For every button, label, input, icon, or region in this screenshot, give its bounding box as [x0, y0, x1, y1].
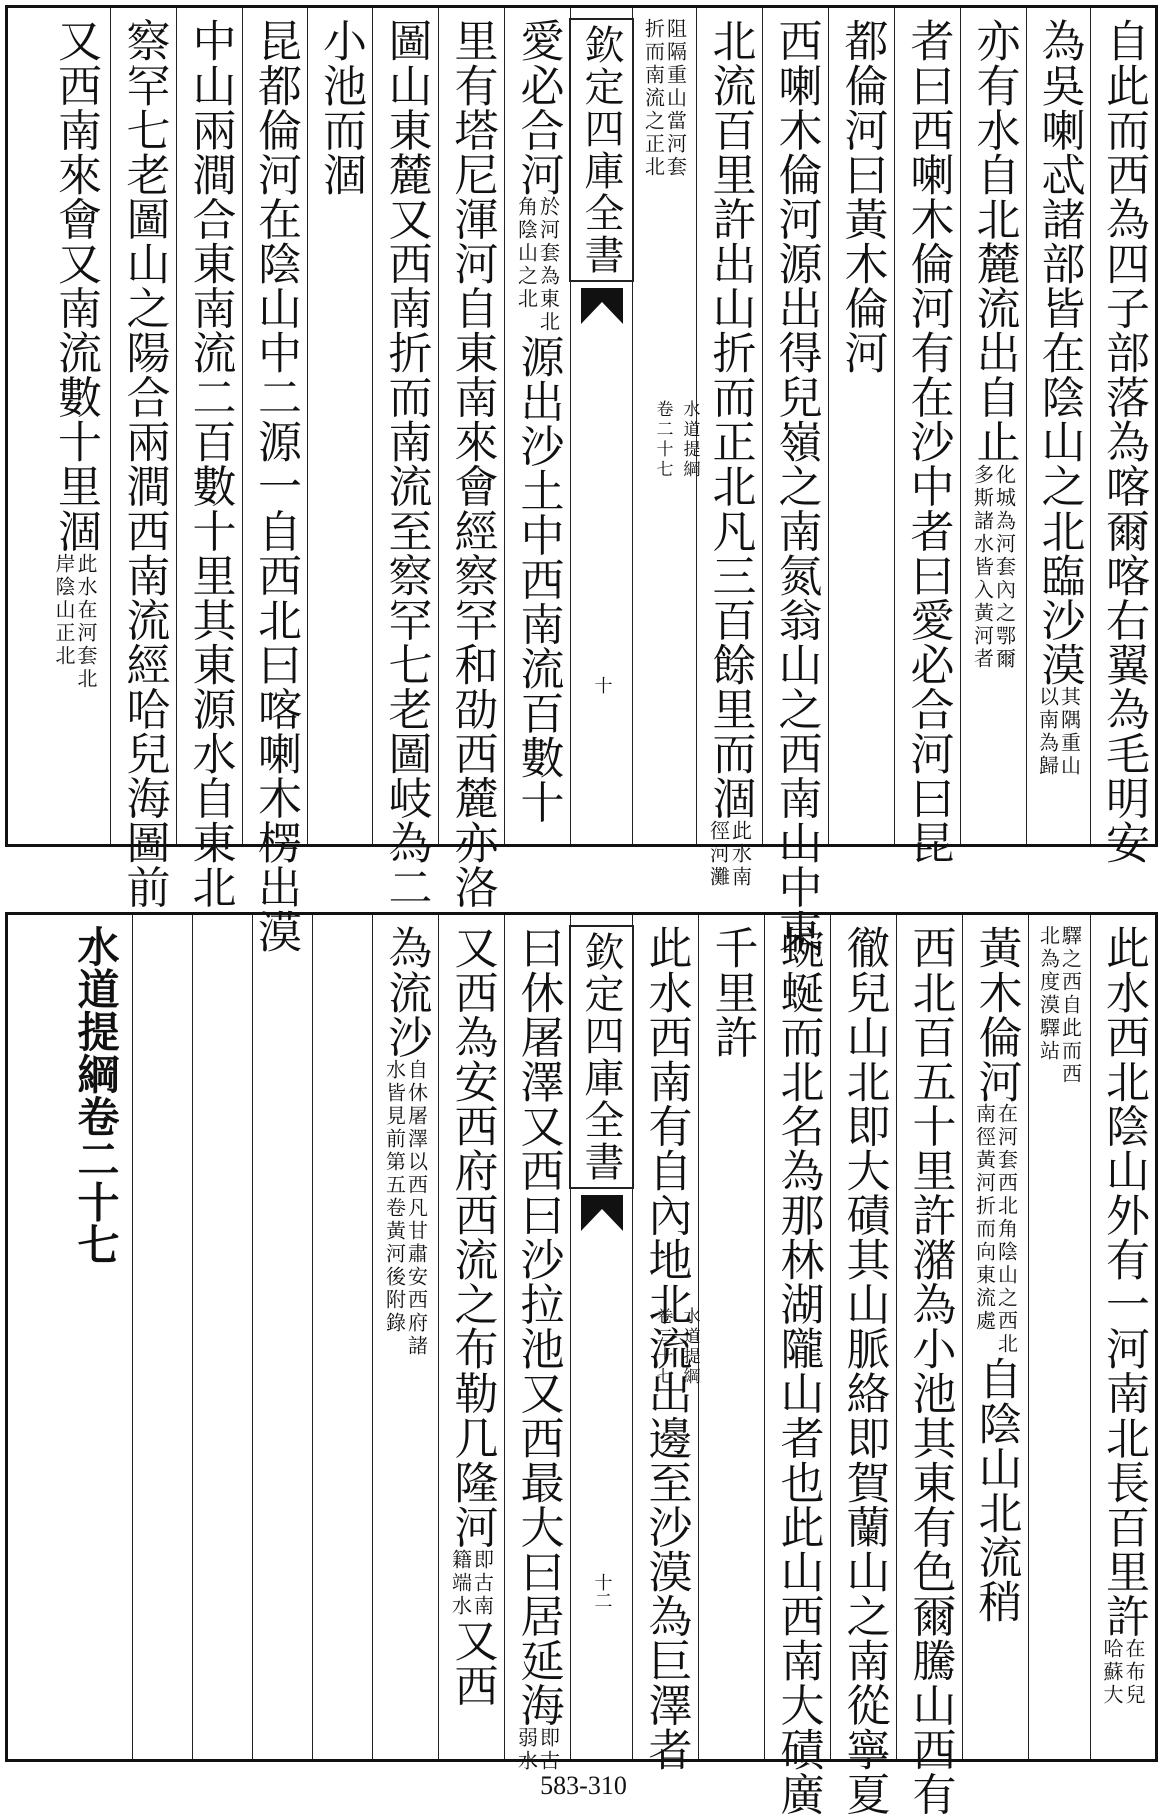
commentary-note [641, 18, 688, 179]
page-number: 583-310 [540, 1771, 627, 1800]
text-column [438, 915, 504, 1759]
commentary-note [54, 553, 96, 691]
text-column [438, 8, 504, 909]
text-column [242, 8, 307, 954]
text-column [698, 915, 764, 1759]
text-column [896, 915, 962, 1816]
main-text: 中山兩澗合東南流二百數十里其東源水自東北 [184, 18, 236, 909]
text-column [252, 915, 312, 1759]
main-text: 曰休屠澤又西曰沙拉池又西最大曰居延海 [512, 925, 564, 1727]
commentary-note [972, 1103, 1019, 1357]
text-column [764, 915, 830, 1816]
commentary-note [970, 463, 1017, 671]
commentary-line: 水皆見前第五卷黃河後附錄 [382, 1058, 407, 1335]
upper-page-frame [5, 5, 1158, 954]
commentary-line: 籍端水 [448, 1548, 473, 1618]
main-text: 愛必合河 [512, 18, 564, 197]
commentary-note [1035, 686, 1082, 779]
main-text: 北流百里許出山折而正北凡三百餘里而涸 [704, 18, 756, 820]
commentary-line: 在布兒 [1122, 1637, 1146, 1707]
fishtail-mark-icon [581, 1195, 623, 1231]
main-text: 黃木倫河 [970, 925, 1022, 1104]
text-column [372, 8, 438, 909]
chapter-end-title [59, 915, 132, 1759]
text-column [110, 8, 176, 909]
text-column [696, 8, 762, 889]
main-text: 圖山東麓又西南折而南流至察罕七老圖岐為二 [380, 18, 432, 909]
commentary-line: 角陰山之北 [514, 196, 539, 312]
main-text: 千里許 [706, 925, 758, 1059]
text-column [828, 8, 894, 844]
book-info-line: 卷二十七 [652, 400, 673, 480]
commentary-line: 徑河灘 [706, 819, 731, 889]
main-text: 昆都倫河在陰山中二源一自西北曰喀喇木楞出漠 [250, 18, 301, 954]
main-text: 此水西南有自內地北流出邊至沙漠為巨澤者 [640, 925, 692, 1772]
main-text: 水道提綱卷二十七 [71, 925, 121, 1266]
commentary-line: 化城為河套內之鄂爾 [992, 463, 1017, 671]
commentary-note [514, 1726, 561, 1773]
commentary-note [1102, 1638, 1144, 1707]
commentary-line: 阻隔重山當河套 [663, 18, 688, 179]
text-column [1090, 915, 1155, 1759]
text-column [132, 915, 192, 1759]
book-info-line: 水道提綱 [679, 400, 700, 480]
book-info-line: 卷二十七 [652, 1307, 673, 1387]
commentary-line: 此水在河套北 [74, 552, 98, 691]
commentary-line: 在河套西北角陰山之西北 [994, 1103, 1019, 1357]
main-text: 里有塔尼渾河自東南來會經察罕和劭西麓亦洛 [446, 18, 498, 909]
commentary-line: 即古南 [470, 1548, 495, 1618]
commentary-line: 自休屠澤以西凡甘肅安西府諸 [404, 1058, 429, 1358]
commentary-line: 折而南流之正北 [641, 18, 666, 179]
main-text: 為流沙 [380, 925, 432, 1059]
commentary-line: 哈蘇大 [1100, 1637, 1124, 1707]
text-column [894, 8, 960, 865]
commentary-line: 於河套為東北 [536, 196, 561, 335]
commentary-line: 驛之西自此而西 [1058, 925, 1083, 1086]
text-column [307, 8, 372, 844]
main-text: 徹兒山北即大磧其山脈絡即賀蘭山之南從寧夏 [838, 925, 890, 1816]
commentary-note [706, 819, 753, 889]
main-text: 又西南來會又南流數十里涸 [50, 18, 101, 553]
commentary-note [448, 1548, 495, 1618]
main-text: 都倫河曰黃木倫河 [836, 18, 888, 375]
text-column [960, 8, 1026, 844]
commentary-line: 南徑黃河折而向東流處 [972, 1103, 997, 1334]
commentary-line: 北為度漠驛站 [1036, 925, 1061, 1063]
text-column [830, 915, 896, 1816]
main-text: 小池而涸 [315, 18, 366, 197]
commentary-line: 其隅重山 [1057, 686, 1082, 779]
text-column [312, 915, 372, 1759]
text-column [1090, 8, 1155, 865]
text-column [176, 8, 242, 909]
text-column [504, 8, 570, 844]
main-text: 者曰西喇木倫河有在沙中者曰愛必合河曰昆 [902, 18, 954, 865]
commentary-line: 岸陰山正北 [52, 552, 76, 668]
text-column [192, 915, 252, 1759]
text-column [372, 915, 438, 1759]
text-column [962, 915, 1028, 1759]
main-text: 為吳喇忒諸部皆在陰山之北臨沙漠 [1033, 18, 1085, 687]
commentary-note [382, 1058, 429, 1358]
main-text: 亦有水自北麓流出自止 [968, 18, 1020, 464]
running-title: 欽定四庫全書 [569, 925, 634, 1189]
commentary-line: 弱水 [514, 1726, 539, 1773]
main-text: 蜿蜒而北名為那林湖隴山者也此山西南大磧廣 [772, 925, 824, 1816]
main-text: 自此而西為四子部落為喀爾喀右翼為毛明安 [1098, 18, 1149, 865]
text-column [1028, 915, 1090, 1759]
text-column [1026, 8, 1090, 844]
commentary-note [514, 196, 561, 335]
main-text: 又西為安西府西流之布勒几隆河 [446, 925, 498, 1549]
main-text: 又西 [446, 1617, 498, 1707]
commentary-note [1036, 925, 1083, 1086]
book-info-line: 水道提綱 [679, 1307, 700, 1387]
commentary-line: 此水南 [728, 819, 753, 889]
main-text: 自陰山北流稍 [970, 1356, 1022, 1624]
text-column [504, 915, 570, 1773]
text-column [762, 8, 828, 954]
main-text: 察罕七老圖山之陽合兩澗西南流經哈兒海圖前 [118, 18, 170, 909]
commentary-line: 以南為歸 [1035, 686, 1060, 779]
folio-number: 十二 [591, 1573, 613, 1609]
commentary-line: 多斯諸水皆入黃河者 [970, 463, 995, 671]
running-title: 欽定四庫全書 [569, 18, 634, 282]
commentary-line: 即古 [536, 1726, 561, 1773]
main-text: 西北百五十里許潴為小池其東有色爾騰山西有 [904, 925, 956, 1816]
main-text: 源出沙土中西南流百數十 [512, 334, 564, 825]
fishtail-mark-icon [581, 288, 623, 324]
main-text: 此水西北陰山外有一河南北長百里許 [1098, 925, 1149, 1638]
main-text: 西喇木倫河源出得兒嶺之南氮翁山之西南山中東 [770, 18, 822, 954]
text-column [40, 8, 110, 844]
folio-number: 十 [591, 676, 613, 694]
